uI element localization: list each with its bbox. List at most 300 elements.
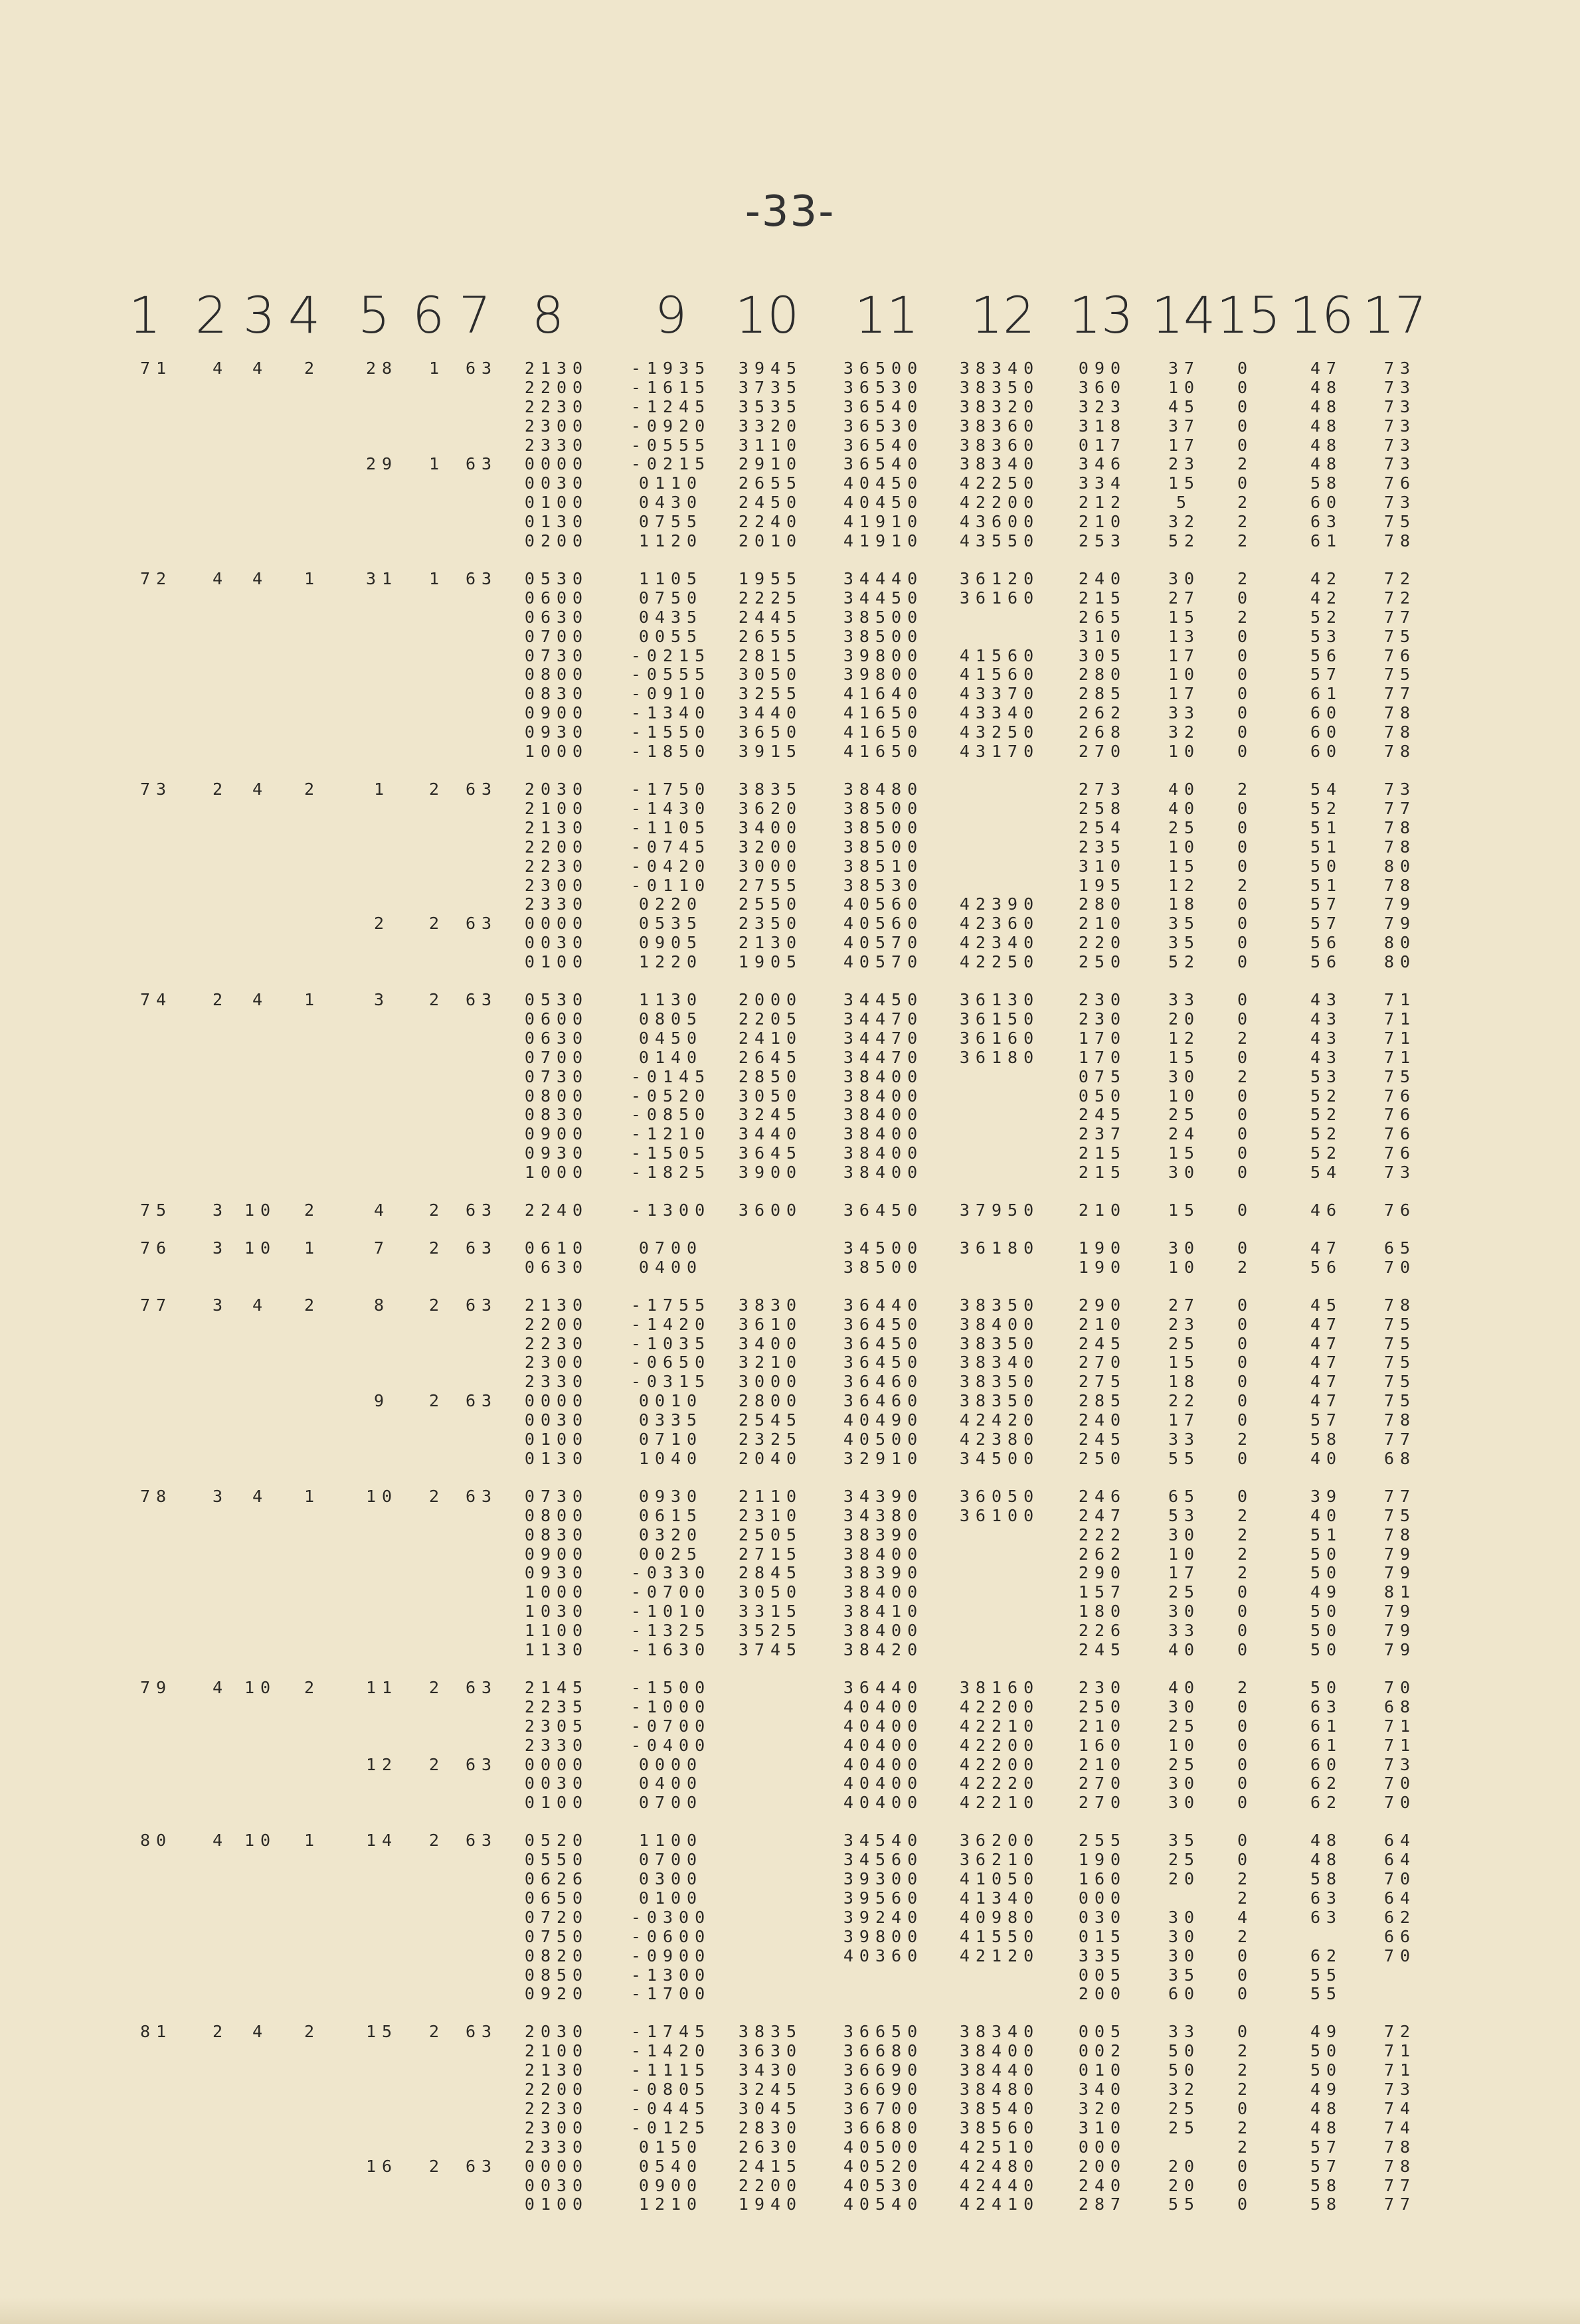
table-cell-col-13: 210: [1078, 512, 1127, 531]
table-cell-col-14: 20: [1168, 1009, 1201, 1029]
table-cell-col-8: 0626: [524, 1869, 589, 1888]
table-cell-col-15: 0: [1237, 990, 1254, 1009]
table-cell-col-15: 0: [1237, 2176, 1254, 2195]
table-cell-col-10: 2645: [738, 1048, 803, 1067]
table-cell-col-14: 55: [1168, 2195, 1201, 2214]
table-cell-col-8: 0530: [524, 990, 589, 1009]
table-cell-col-11: 38420: [843, 1640, 924, 1659]
table-cell-col-15: 0: [1237, 1105, 1254, 1124]
table-cell-col-5: 10: [365, 1487, 398, 1506]
table-cell-col-5: 29: [365, 454, 398, 473]
table-cell-col-9: -0600: [630, 1927, 711, 1946]
table-cell-col-13: 210: [1078, 914, 1127, 933]
table-cell-col-8: 0100: [524, 2195, 589, 2214]
table-cell-col-17: 76: [1383, 1105, 1417, 1124]
table-cell-col-10: 2410: [738, 1029, 803, 1048]
table-cell-col-3: 4: [252, 1487, 269, 1506]
table-cell-col-10: 2850: [738, 1067, 803, 1086]
table-cell-col-8: 0630: [524, 1029, 589, 1048]
table-cell-col-8: 0030: [524, 473, 589, 493]
table-cell-col-12: 36100: [959, 1506, 1040, 1525]
table-cell-col-15: 0: [1237, 1143, 1254, 1163]
table-cell-col-10: 2655: [738, 473, 803, 493]
table-cell-col-16: 50: [1310, 2060, 1343, 2080]
table-cell-col-13: 280: [1078, 665, 1127, 684]
column-header-9: 9: [654, 286, 687, 345]
table-cell-col-14: 12: [1168, 876, 1201, 895]
table-cell-col-13: 320: [1078, 2099, 1127, 2118]
table-cell-col-10: 2655: [738, 627, 803, 646]
table-cell-col-17: 71: [1383, 1736, 1417, 1755]
table-cell-col-9: -1500: [630, 1678, 711, 1697]
table-cell-col-16: 48: [1310, 1850, 1343, 1869]
table-cell-col-10: 3110: [738, 436, 803, 455]
table-cell-col-13: 360: [1078, 378, 1127, 397]
table-cell-col-12: 42250: [959, 952, 1040, 971]
table-cell-col-10: 2755: [738, 876, 803, 895]
table-cell-col-15: 0: [1237, 1602, 1254, 1621]
table-cell-col-15: 0: [1237, 2099, 1254, 2118]
table-cell-col-14: 10: [1168, 1736, 1201, 1755]
table-cell-col-16: 53: [1310, 627, 1343, 646]
table-cell-col-9: 0000: [638, 1755, 703, 1774]
table-cell-col-11: 39300: [843, 1869, 924, 1888]
table-cell-col-13: 245: [1078, 1640, 1127, 1659]
column-header-12: 12: [970, 286, 1035, 345]
table-cell-col-8: 2230: [524, 397, 589, 416]
table-cell-col-13: 030: [1078, 1908, 1127, 1927]
table-cell-col-15: 0: [1237, 1965, 1254, 1985]
table-cell-col-8: 1000: [524, 742, 589, 761]
table-cell-col-16: 56: [1310, 933, 1343, 952]
table-cell-col-14: 17: [1168, 436, 1201, 455]
table-cell-col-16: 57: [1310, 665, 1343, 684]
table-cell-col-17: 77: [1383, 684, 1417, 703]
table-cell-col-16: 42: [1310, 569, 1343, 588]
table-cell-col-7: 63: [465, 569, 498, 588]
table-cell-col-15: 0: [1237, 1774, 1254, 1793]
table-cell-col-11: 34440: [843, 569, 924, 588]
table-cell-col-10: 3050: [738, 665, 803, 684]
table-cell-col-12: 42210: [959, 1716, 1040, 1736]
table-cell-col-14: 25: [1168, 1755, 1201, 1774]
table-cell-col-11: 40570: [843, 952, 924, 971]
table-cell-col-15: 0: [1237, 627, 1254, 646]
table-cell-col-15: 2: [1237, 780, 1254, 799]
table-cell-col-4: 1: [304, 1238, 321, 1258]
table-cell-col-12: 38400: [959, 2041, 1040, 2060]
table-cell-col-12: 43600: [959, 512, 1040, 531]
table-cell-col-10: 3745: [738, 1640, 803, 1659]
table-cell-col-15: 2: [1237, 2080, 1254, 2099]
table-cell-col-10: 3000: [738, 1372, 803, 1391]
table-cell-col-17: 70: [1383, 1678, 1417, 1697]
table-cell-col-14: 17: [1168, 684, 1201, 703]
table-cell-col-11: 34450: [843, 990, 924, 1009]
table-cell-col-13: 005: [1078, 2022, 1127, 2041]
table-cell-col-17: 79: [1383, 894, 1417, 914]
table-cell-col-16: 52: [1310, 608, 1343, 627]
table-cell-col-12: 38360: [959, 436, 1040, 455]
table-cell-col-13: 287: [1078, 2195, 1127, 2214]
table-cell-col-17: 77: [1383, 1430, 1417, 1449]
table-cell-col-3: 10: [244, 1238, 277, 1258]
table-cell-col-14: 10: [1168, 665, 1201, 684]
table-cell-col-7: 63: [465, 1201, 498, 1220]
table-cell-col-12: 41050: [959, 1869, 1040, 1888]
table-cell-col-12: 38160: [959, 1678, 1040, 1697]
table-cell-col-15: 0: [1237, 1946, 1254, 1965]
table-cell-col-17: 70: [1383, 1258, 1417, 1277]
table-cell-col-11: 39800: [843, 665, 924, 684]
table-cell-col-5: 12: [365, 1755, 398, 1774]
table-cell-col-15: 4: [1237, 1908, 1254, 1927]
table-cell-col-10: 2010: [738, 531, 803, 550]
table-cell-col-17: 76: [1383, 646, 1417, 665]
table-cell-col-17: 73: [1383, 359, 1417, 378]
table-cell-col-4: 1: [304, 569, 321, 588]
table-cell-col-12: 42410: [959, 2195, 1040, 2214]
table-cell-col-16: 63: [1310, 1908, 1343, 1927]
table-cell-col-12: 36160: [959, 588, 1040, 608]
table-cell-col-9: 0140: [638, 1048, 703, 1067]
table-cell-col-11: 36440: [843, 1678, 924, 1697]
table-cell-col-11: 40400: [843, 1736, 924, 1755]
table-cell-col-14: 10: [1168, 1544, 1201, 1564]
table-cell-col-13: 340: [1078, 2080, 1127, 2099]
table-cell-col-14: 25: [1168, 1850, 1201, 1869]
table-cell-col-11: 34470: [843, 1029, 924, 1048]
table-cell-col-9: 0615: [638, 1506, 703, 1525]
table-cell-col-8: 2130: [524, 818, 589, 837]
table-cell-col-13: 050: [1078, 1086, 1127, 1106]
table-cell-col-9: 0435: [638, 608, 703, 627]
table-cell-col-13: 017: [1078, 436, 1127, 455]
table-cell-col-13: 230: [1078, 1678, 1127, 1697]
table-cell-col-8: 0930: [524, 1143, 589, 1163]
table-cell-col-12: 42200: [959, 1697, 1040, 1716]
table-cell-col-10: 2815: [738, 646, 803, 665]
table-cell-col-10: 1940: [738, 2195, 803, 2214]
table-cell-col-14: 50: [1168, 2041, 1201, 2060]
table-cell-col-1: 74: [139, 990, 173, 1009]
table-cell-col-8: 1130: [524, 1640, 589, 1659]
table-cell-col-17: 78: [1383, 531, 1417, 550]
table-cell-col-16: 55: [1310, 1984, 1343, 2003]
table-cell-col-11: 36500: [843, 359, 924, 378]
table-cell-col-8: 2200: [524, 837, 589, 857]
table-cell-col-13: 210: [1078, 1716, 1127, 1736]
table-cell-col-15: 0: [1237, 1640, 1254, 1659]
table-cell-col-13: 275: [1078, 1372, 1127, 1391]
table-cell-col-14: 33: [1168, 1430, 1201, 1449]
table-cell-col-13: 200: [1078, 1984, 1127, 2003]
table-cell-col-9: 0430: [638, 493, 703, 512]
table-cell-col-16: 50: [1310, 1678, 1343, 1697]
table-cell-col-9: -0700: [630, 1582, 711, 1602]
table-cell-col-9: -1935: [630, 359, 711, 378]
table-cell-col-11: 38390: [843, 1563, 924, 1582]
table-cell-col-16: 61: [1310, 1716, 1343, 1736]
table-cell-col-11: 39800: [843, 1927, 924, 1946]
table-cell-col-17: 73: [1383, 436, 1417, 455]
table-cell-col-14: 30: [1168, 1602, 1201, 1621]
table-cell-col-10: 2325: [738, 1430, 803, 1449]
table-cell-col-11: 36690: [843, 2060, 924, 2080]
table-cell-col-14: 10: [1168, 1258, 1201, 1277]
table-cell-col-14: 40: [1168, 1640, 1201, 1659]
table-cell-col-9: -0700: [630, 1716, 711, 1736]
table-cell-col-14: 24: [1168, 1124, 1201, 1143]
table-cell-col-15: 0: [1237, 1238, 1254, 1258]
table-cell-col-17: 76: [1383, 1124, 1417, 1143]
table-cell-col-8: 0730: [524, 646, 589, 665]
column-header-2: 2: [195, 286, 228, 345]
table-cell-col-4: 1: [304, 1831, 321, 1850]
table-cell-col-16: 51: [1310, 1525, 1343, 1544]
table-cell-col-12: 41560: [959, 665, 1040, 684]
table-cell-col-12: 38350: [959, 1372, 1040, 1391]
table-cell-col-11: 34500: [843, 1238, 924, 1258]
table-cell-col-17: 80: [1383, 952, 1417, 971]
table-cell-col-9: -0110: [630, 876, 711, 895]
table-cell-col-11: 40400: [843, 1716, 924, 1736]
table-cell-col-9: -1755: [630, 1295, 711, 1315]
table-cell-col-11: 36540: [843, 436, 924, 455]
table-cell-col-13: 075: [1078, 1067, 1127, 1086]
table-cell-col-14: 15: [1168, 857, 1201, 876]
table-cell-col-10: 2505: [738, 1525, 803, 1544]
table-cell-col-17: 79: [1383, 1621, 1417, 1640]
table-cell-col-14: 32: [1168, 512, 1201, 531]
table-cell-col-6: 1: [428, 454, 446, 473]
table-cell-col-15: 0: [1237, 378, 1254, 397]
table-cell-col-12: 38340: [959, 454, 1040, 473]
table-cell-col-16: 48: [1310, 2118, 1343, 2137]
table-cell-col-8: 2200: [524, 378, 589, 397]
table-cell-col-15: 0: [1237, 742, 1254, 761]
table-cell-col-9: 0335: [638, 1410, 703, 1430]
table-cell-col-16: 49: [1310, 2022, 1343, 2041]
table-cell-col-10: 3525: [738, 1621, 803, 1640]
table-cell-col-9: 0400: [638, 1774, 703, 1793]
table-cell-col-17: 79: [1383, 1602, 1417, 1621]
table-cell-col-15: 2: [1237, 1927, 1254, 1946]
table-cell-col-13: 226: [1078, 1621, 1127, 1640]
table-cell-col-1: 80: [139, 1831, 173, 1850]
table-cell-col-11: 38500: [843, 799, 924, 818]
table-cell-col-14: 25: [1168, 818, 1201, 837]
table-cell-col-10: 2310: [738, 1506, 803, 1525]
table-cell-col-9: -0555: [630, 436, 711, 455]
table-cell-col-10: 3535: [738, 397, 803, 416]
table-cell-col-9: -1245: [630, 397, 711, 416]
table-cell-col-9: 0710: [638, 1430, 703, 1449]
table-cell-col-9: -1000: [630, 1697, 711, 1716]
table-cell-col-11: 36680: [843, 2118, 924, 2137]
table-cell-col-8: 2235: [524, 1697, 589, 1716]
table-cell-col-17: 78: [1383, 876, 1417, 895]
table-cell-col-11: 38410: [843, 1602, 924, 1621]
table-cell-col-13: 010: [1078, 2060, 1127, 2080]
table-cell-col-9: 0750: [638, 588, 703, 608]
table-cell-col-15: 2: [1237, 876, 1254, 895]
table-cell-col-8: 0700: [524, 1048, 589, 1067]
table-cell-col-8: 2330: [524, 1736, 589, 1755]
table-cell-col-16: 62: [1310, 1946, 1343, 1965]
table-cell-col-2: 2: [212, 990, 229, 1009]
table-cell-col-11: 40400: [843, 1793, 924, 1812]
table-cell-col-8: 2100: [524, 799, 589, 818]
table-cell-col-13: 240: [1078, 569, 1127, 588]
table-cell-col-13: 254: [1078, 818, 1127, 837]
table-cell-col-10: 3650: [738, 722, 803, 742]
table-cell-col-15: 2: [1237, 493, 1254, 512]
table-cell-col-16: 57: [1310, 914, 1343, 933]
table-cell-col-15: 0: [1237, 646, 1254, 665]
table-cell-col-9: -1420: [630, 1315, 711, 1334]
table-cell-col-17: 76: [1383, 1143, 1417, 1163]
table-cell-col-11: 34470: [843, 1009, 924, 1029]
table-cell-col-9: -1010: [630, 1602, 711, 1621]
table-cell-col-13: 250: [1078, 1449, 1127, 1468]
table-cell-col-8: 2030: [524, 780, 589, 799]
table-cell-col-1: 79: [139, 1678, 173, 1697]
table-cell-col-8: 1000: [524, 1163, 589, 1182]
table-cell-col-10: 2110: [738, 1487, 803, 1506]
table-cell-col-13: 270: [1078, 1353, 1127, 1372]
table-cell-col-17: 79: [1383, 1544, 1417, 1564]
table-cell-col-2: 3: [212, 1238, 229, 1258]
table-cell-col-9: -0125: [630, 2118, 711, 2137]
table-cell-col-9: -1700: [630, 1984, 711, 2003]
table-cell-col-15: 0: [1237, 914, 1254, 933]
table-cell-col-13: 000: [1078, 1888, 1127, 1908]
table-cell-col-6: 2: [428, 1487, 446, 1506]
table-cell-col-14: 33: [1168, 990, 1201, 1009]
table-cell-col-15: 2: [1237, 569, 1254, 588]
table-cell-col-13: 215: [1078, 588, 1127, 608]
table-cell-col-4: 2: [304, 1295, 321, 1315]
table-cell-col-14: 20: [1168, 2176, 1201, 2195]
table-cell-col-14: 15: [1168, 1201, 1201, 1220]
table-cell-col-15: 0: [1237, 1201, 1254, 1220]
table-cell-col-13: 290: [1078, 1563, 1127, 1582]
table-cell-col-11: 34390: [843, 1487, 924, 1506]
table-cell-col-13: 245: [1078, 1430, 1127, 1449]
table-cell-col-15: 0: [1237, 722, 1254, 742]
table-cell-col-9: -1325: [630, 1621, 711, 1640]
table-cell-col-15: 0: [1237, 436, 1254, 455]
table-cell-col-8: 0800: [524, 1506, 589, 1525]
table-cell-col-13: 230: [1078, 990, 1127, 1009]
table-cell-col-10: 2800: [738, 1391, 803, 1410]
table-cell-col-10: 3000: [738, 857, 803, 876]
table-cell-col-15: 2: [1237, 1888, 1254, 1908]
table-cell-col-13: 210: [1078, 1201, 1127, 1220]
table-cell-col-9: 0805: [638, 1009, 703, 1029]
table-cell-col-12: 38340: [959, 359, 1040, 378]
table-cell-col-10: 1905: [738, 952, 803, 971]
table-cell-col-10: 3255: [738, 684, 803, 703]
table-cell-col-11: 38500: [843, 818, 924, 837]
table-cell-col-15: 2: [1237, 1430, 1254, 1449]
table-cell-col-12: 42200: [959, 1755, 1040, 1774]
column-header-16: 16: [1289, 286, 1354, 345]
table-cell-col-15: 0: [1237, 2195, 1254, 2214]
table-cell-col-15: 0: [1237, 2157, 1254, 2176]
table-cell-col-9: -0420: [630, 857, 711, 876]
table-cell-col-8: 0000: [524, 2157, 589, 2176]
table-cell-col-9: -1105: [630, 818, 711, 837]
table-cell-col-12: 43550: [959, 531, 1040, 550]
table-cell-col-11: 32910: [843, 1449, 924, 1468]
table-cell-col-9: 0220: [638, 894, 703, 914]
table-cell-col-16: 50: [1310, 1544, 1343, 1564]
table-cell-col-2: 4: [212, 1678, 229, 1697]
table-cell-col-17: 62: [1383, 1908, 1417, 1927]
table-cell-col-14: 17: [1168, 1563, 1201, 1582]
table-cell-col-15: 2: [1237, 1678, 1254, 1697]
table-cell-col-10: 3400: [738, 1334, 803, 1353]
table-cell-col-12: 36050: [959, 1487, 1040, 1506]
table-cell-col-15: 0: [1237, 684, 1254, 703]
table-cell-col-9: 0450: [638, 1029, 703, 1048]
table-cell-col-12: 38560: [959, 2118, 1040, 2137]
table-cell-col-12: 43250: [959, 722, 1040, 742]
table-cell-col-9: 1220: [638, 952, 703, 971]
table-cell-col-9: -0910: [630, 684, 711, 703]
table-cell-col-16: 61: [1310, 684, 1343, 703]
table-cell-col-16: 40: [1310, 1449, 1343, 1468]
table-cell-col-5: 11: [365, 1678, 398, 1697]
table-cell-col-11: 41640: [843, 684, 924, 703]
table-cell-col-14: 25: [1168, 1716, 1201, 1736]
table-cell-col-6: 2: [428, 1201, 446, 1220]
table-cell-col-11: 36460: [843, 1372, 924, 1391]
table-cell-col-14: 30: [1168, 1774, 1201, 1793]
page-bottom-edge: [0, 2297, 1580, 2324]
table-cell-col-10: 2000: [738, 990, 803, 1009]
table-cell-col-11: 40570: [843, 933, 924, 952]
table-cell-col-13: 285: [1078, 684, 1127, 703]
table-cell-col-17: 71: [1383, 1009, 1417, 1029]
table-cell-col-4: 2: [304, 359, 321, 378]
table-cell-col-16: 50: [1310, 1640, 1343, 1659]
table-cell-col-10: 2130: [738, 933, 803, 952]
table-cell-col-16: 48: [1310, 454, 1343, 473]
table-cell-col-17: 68: [1383, 1449, 1417, 1468]
table-cell-col-10: 3315: [738, 1602, 803, 1621]
table-cell-col-11: 38500: [843, 1258, 924, 1277]
table-cell-col-15: 0: [1237, 1295, 1254, 1315]
table-cell-col-15: 0: [1237, 1831, 1254, 1850]
table-cell-col-8: 0100: [524, 1793, 589, 1812]
table-cell-col-10: 3320: [738, 416, 803, 436]
table-cell-col-17: 78: [1383, 1295, 1417, 1315]
table-cell-col-13: 270: [1078, 1774, 1127, 1793]
table-cell-col-14: 27: [1168, 1295, 1201, 1315]
table-cell-col-15: 2: [1237, 2041, 1254, 2060]
table-cell-col-10: 2200: [738, 2176, 803, 2195]
table-cell-col-16: 57: [1310, 894, 1343, 914]
table-cell-col-13: 290: [1078, 1295, 1127, 1315]
table-cell-col-12: 36160: [959, 1029, 1040, 1048]
table-cell-col-14: 10: [1168, 837, 1201, 857]
table-cell-col-9: -1750: [630, 780, 711, 799]
table-cell-col-15: 0: [1237, 1755, 1254, 1774]
table-cell-col-16: 60: [1310, 742, 1343, 761]
